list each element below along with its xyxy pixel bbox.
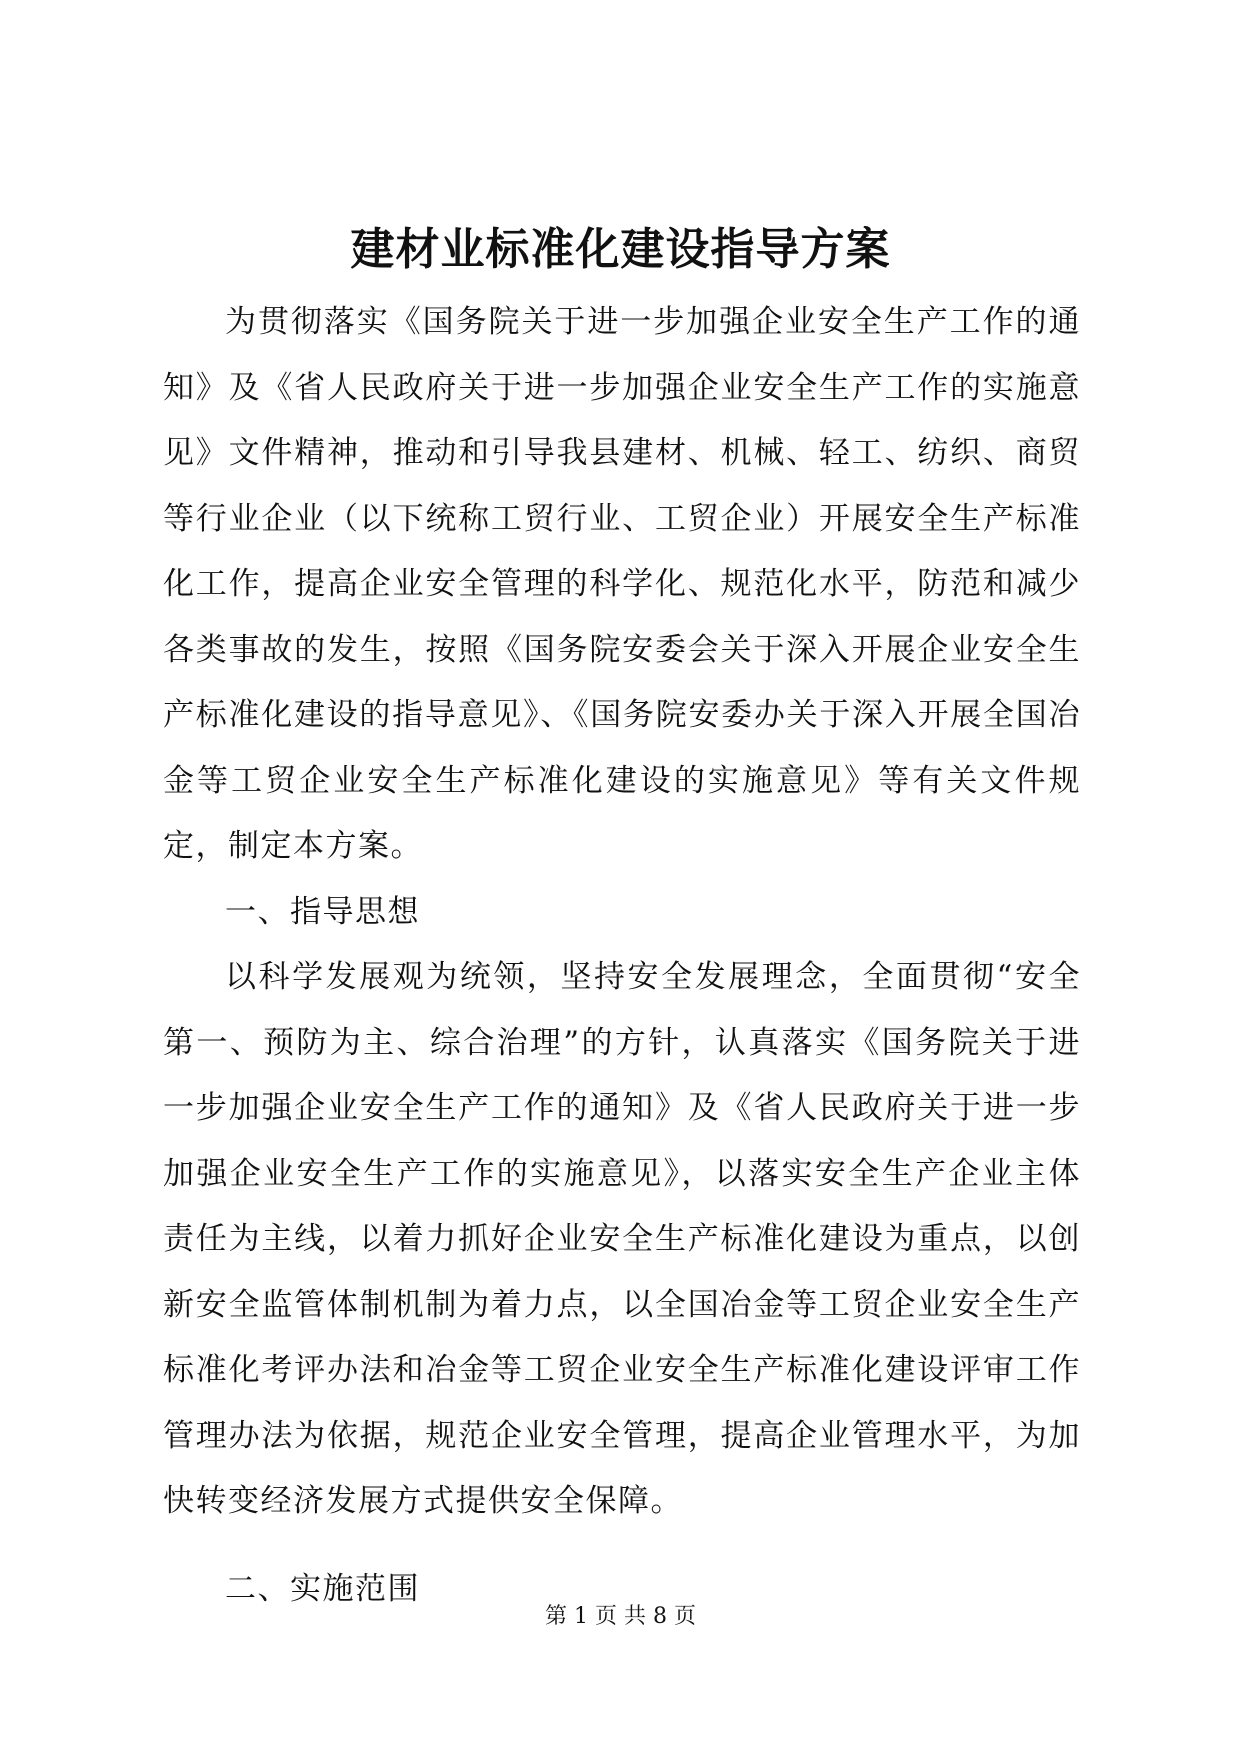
document-title: 建材业标准化建设指导方案	[350, 224, 891, 275]
section-heading-guiding-ideology: 一、指导思想	[225, 893, 420, 930]
section-heading-scope: 二、实施范围	[225, 1570, 420, 1607]
intro-paragraph: 为贯彻落实《国务院关于进一步加强企业安全生产工作的通知》及《省人民政府关于进一步加强企业安全生产工作的实施意见》文件精神，推动和引导我县建材、机械、轻工、纺织、商贸等行业企业（以下统称工贸行业、工贸企业）开展安全生产标准化工作，提高企业安全管理的科学化、规范化水平，防范和减少各类事故的发生，按照《国务院安委会关于深入开展企业安全生产标准化建设的指导意见》、《国务院安委办关于深入开展全国冶金等工贸企业安全生产标准化建设的实施意见》等有关文件规定，制定本方案。	[163, 304, 1081, 864]
guiding-ideology-paragraph: 以科学发展观为统领，坚持安全发展理念，全面贯彻“安全第一、预防为主、综合治理”的方针，认真落实《国务院关于进一步加强企业安全生产工作的通知》及《省人民政府关于进一步加强企业安全生产工作的实施意见》，以落实安全生产企业主体责任为主线，以着力抓好企业安全生产标准化建设为重点，以创新安全监管体制机制为着力点，以全国冶金等工贸企业安全生产标准化考评办法和冶金等工贸企业安全生产标准化建设评审工作管理办法为依据，规范企业安全管理，提高企业管理水平，为加快转变经济发展方式提供安全保障。	[163, 959, 1081, 1519]
document-body	[163, 290, 1081, 1622]
page-number-footer: 第 1 页 共 8 页	[545, 1604, 696, 1629]
